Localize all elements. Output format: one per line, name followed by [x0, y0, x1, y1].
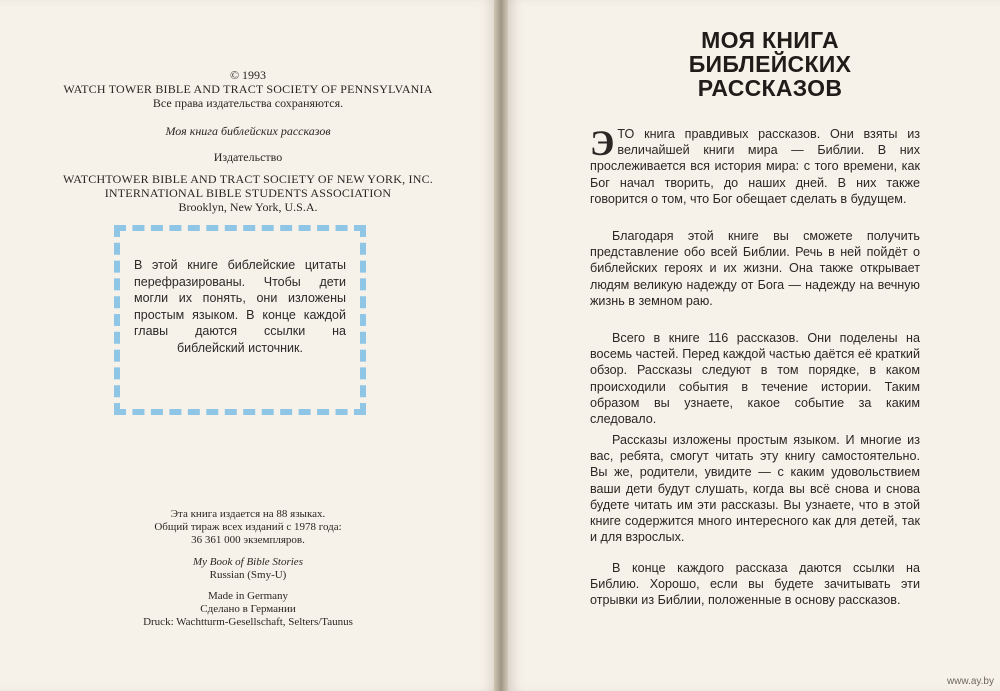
- publisher-line-1: WATCHTOWER BIBLE AND TRACT SOCIETY OF NEW YORK, INC.: [63, 172, 433, 186]
- watermark: www.ay.by: [946, 676, 994, 687]
- made-in-en: Made in Germany: [207, 590, 289, 602]
- book-title-credit: Моя книга библейских рассказов: [165, 124, 331, 138]
- edition-code: Russian (Smy-U): [209, 569, 287, 581]
- publisher-address: Brooklyn, New York, U.S.A.: [178, 200, 318, 214]
- publisher-label: Издательство: [213, 150, 283, 164]
- circulation-line-2: 36 361 000 экземпляров.: [191, 534, 305, 546]
- intro-text: [590, 123, 920, 207]
- drop-cap: Э: [590, 123, 615, 163]
- title-line-1: МОЯ КНИГА: [701, 27, 839, 53]
- circulation-line-1: Общий тираж всех изданий с 1978 года:: [154, 521, 342, 533]
- title-line-3: РАССКАЗОВ: [697, 75, 843, 101]
- printer-line: Druck: Wachtturm-Gesellschaft, Selters/Taunus: [143, 616, 353, 628]
- paragraph-5: В конце каждого рассказа даются ссылки на Библию. Хорошо, если вы будете зачитывать эти отрывки из Библии, положенные в основу рассказов.: [590, 561, 920, 608]
- paragraph-3: Всего в книге 116 рассказов. Они поделены на восемь частей. Перед каждой частью даётся её краткий обзор. Рассказы следуют в том порядке, в каком происходили события в течение истории. Таким образом вы узнаете, какое событие за каким следовало.: [590, 331, 920, 427]
- note-frame: [114, 225, 366, 415]
- rights-notice: Все права издательства сохраняются.: [152, 96, 344, 110]
- title-line-2: БИБЛЕЙСКИХ: [688, 51, 852, 77]
- copyright-holder: WATCH TOWER BIBLE AND TRACT SOCIETY OF PENNSYLVANIA: [63, 82, 433, 96]
- publisher-line-2: INTERNATIONAL BIBLE STUDENTS ASSOCIATION: [104, 186, 392, 200]
- languages-line: Эта книга издается на 88 языках.: [170, 508, 326, 520]
- paragraph-3-block: [590, 330, 920, 427]
- english-title: My Book of Bible Stories: [193, 556, 303, 568]
- framed-note: В этой книге библейские цитаты перефразированы. Чтобы дети могли их понять, они изложены простым языком. В конце каждой главы даются ссылки на библейский источник.: [134, 258, 346, 355]
- copyright-year: © 1993: [229, 68, 267, 82]
- paragraph-1-text: ТО книга правдивых рассказов. Они взяты из величайшей книги мира — Библии. В них прослеживается вся история мира: с того времени, как Бог начал творить, до наших дней. В них также говорится о том, что Бог обещает сделать в будущем.: [590, 127, 920, 206]
- paragraph-4-block: [590, 432, 920, 545]
- paragraph-4: Рассказы изложены простым языком. И многие из вас, ребята, смогут читать эту книгу самостоятельно. Вы же, родители, увидите — с каким удовольствием ваши дети будут слушать, когда вы всё снова и снова будете читать им эти рассказы. Вы узнаете, что в этой книге содержится много интересного как для детей, так и для взрослых.: [590, 433, 920, 545]
- paragraph-1: [590, 123, 920, 207]
- paragraph-5-block: [590, 560, 920, 609]
- paragraph-2-block: [590, 228, 920, 309]
- paragraph-2: Благодаря этой книге вы сможете получить представление обо всей Библии. Речь в ней пойдёт о библейских героях и их жизни. Она также открывает людям великую надежду от Бога — надежду на вечную жизнь в земном раю.: [590, 229, 920, 308]
- made-in-ru: Сделано в Германии: [200, 603, 296, 615]
- chapter-title: [660, 28, 880, 100]
